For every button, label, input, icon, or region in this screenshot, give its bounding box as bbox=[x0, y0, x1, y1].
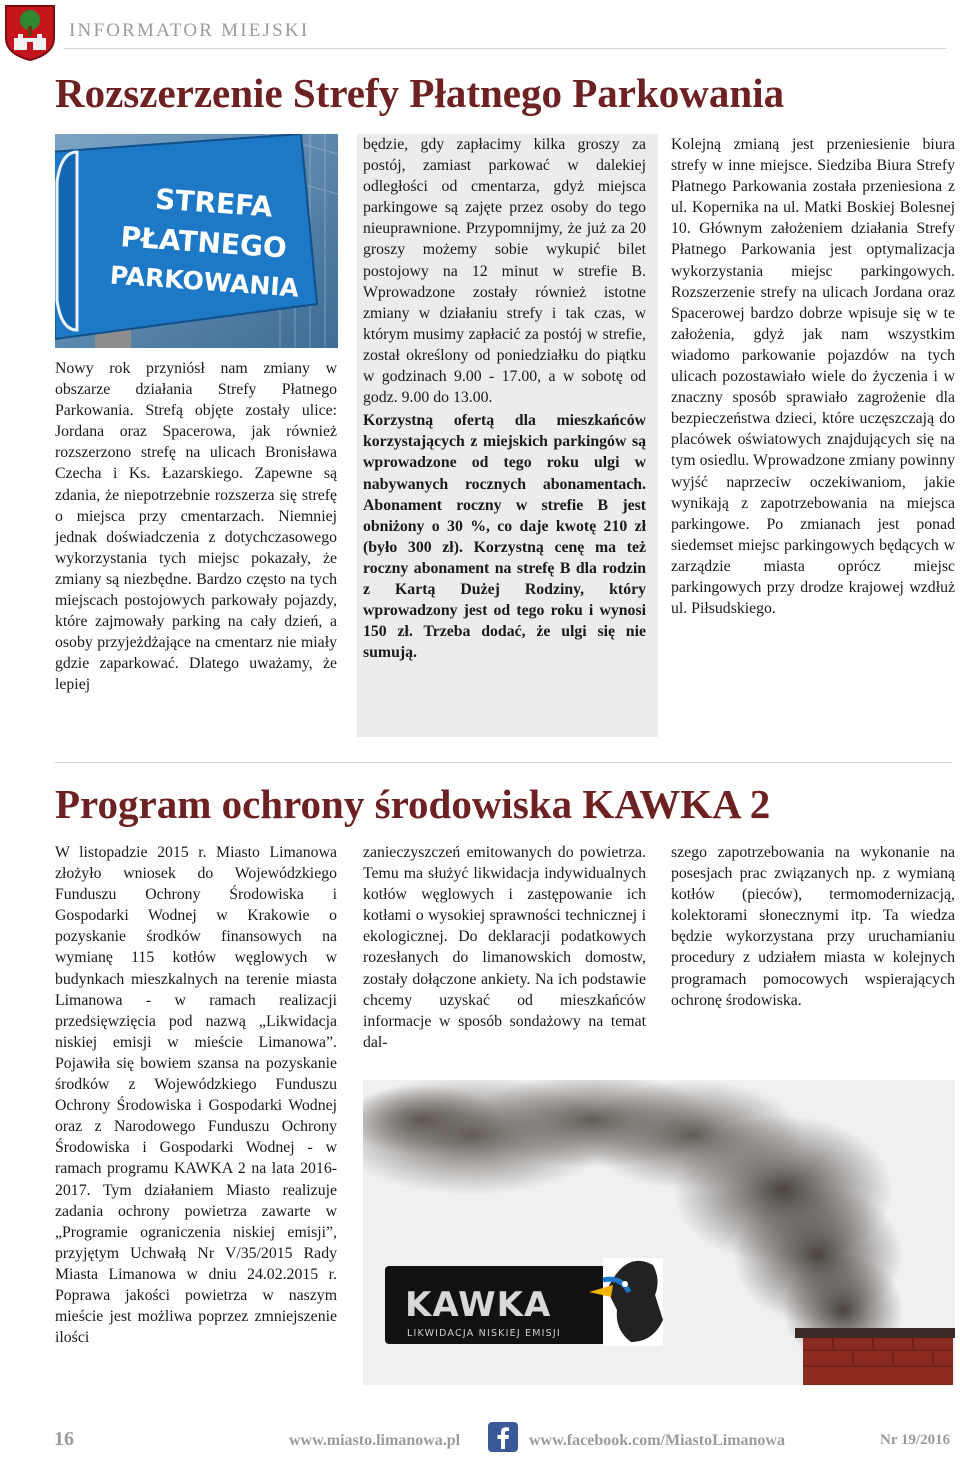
smoke-image bbox=[363, 1080, 955, 1385]
article2-paragraph-2: zanieczyszczeń emitowanych do powietrza. Temu ma służyć likwidacja indywidualnych kotłów węglowych i zastępowanie ich kotłami o wysokiej sprawności technicznej i ekologicznej. Do deklaracji podatkowych rozesłanych do limanowskich domostw, zostały dołączone ankiety. Na ich podstawie chcemy uzyskać od mieszkańców informacje w sposób sondażowy na temat dal- bbox=[363, 844, 646, 1051]
article1-paragraph-3: Kolejną zmianą jest przeniesienie biura strefy w inne miejsce. Siedziba Biura Strefy Płatnego Parkowania została przeniesiona z ul. Kopernika na ul. Matki Boskiej Bolesnej 10. Głównym założeniem działania Strefy Płatnego Parkowania jest optymalizacja wykorzystania miejsc parkingowych. Rozszerzenie strefy na ulicach Jordana oraz Spacerowej bardzo dobrze wpisuje się w te założenia, gdyż jak nam wszystkim wiadomo parkowanie pojazdów na tych ulicach pozostawiało wiele do życzenia i w znaczny sposób sprawiało zagrożenie dla bezpieczeństwa dzieci, które uczęszczają do placówek oświatowych znajdujących się na tym osiedlu. Wprowadzone zmiany powinny wyjść naprzeciw oczekiwaniom, jakie wynikają z zapotrzebowania na miejsca parkingowe. Po zmianach jest ponad siedemset miejsc parkingowych będących w zarządzie miasta oprócz miejsc parkingowych przy drodze krajowej wzdłuż ul. Piłsudskiego. bbox=[671, 136, 955, 618]
parking-sign-photo bbox=[55, 134, 338, 348]
website-link[interactable]: www.miasto.limanowa.pl bbox=[289, 1432, 461, 1449]
facebook-link[interactable]: www.facebook.com/MiastoLimanowa bbox=[529, 1432, 785, 1449]
chimney-smoke-photo bbox=[363, 1080, 955, 1385]
sign-line-3: PARKOWANIA bbox=[108, 260, 300, 303]
kawka-logo-tagline: LIKWIDACJA NISKIEJ EMISJI bbox=[407, 1328, 561, 1339]
article2-paragraph-3: szego zapotrzebowania na wykonanie na posesjach prac związanych np. z wymianą kotłów (pieców), termomodernizacją, kolektorami słonecznymi itp. Ta wiedza będzie wykorzystana przy uruchamianiu procedury z udziałem miasta w kolejnych programach pomocowych wspierających ochronę środowiska. bbox=[671, 844, 955, 1009]
article-title-parking: Rozszerzenie Strefy Płatnego Parkowania bbox=[55, 70, 785, 116]
article1-highlight-text: Korzystną ofertą dla mieszkańców korzystających z miejskich parkingów są wprowadzone od tego roku ulgi w nabywanych rocznych abonamentach. Abonament roczny w strefie B jest obniżony o 30 %, co daje kwotę 210 zł (było 300 zł). Korzystną cenę ma też roczny abonament na strefę B dla rodzin z Kartą Dużej Rodziny, który wprowadzony jest od tego roku i wynosi 150 zł. Trzeba dodać, że ulgi się nie sumują. bbox=[363, 412, 646, 662]
sign-line-2: PŁATNEGO bbox=[119, 220, 288, 265]
issue-number: Nr 19/2016 bbox=[880, 1432, 951, 1448]
article1-column-3 bbox=[671, 134, 955, 619]
article-separator bbox=[55, 762, 952, 763]
article-title-kawka: Program ochrony środowiska KAWKA 2 bbox=[55, 781, 771, 827]
magazine-title: INFORMATOR MIEJSKI bbox=[69, 20, 310, 41]
article1-paragraph-2: będzie, gdy zapłacimy kilka groszy za postój, zamiast parkować w dalekiej odległości od cmentarza, gdyż miejsca parkingowe są zajęte przez osoby do tego nieuprawnione. Przypomnijmy, że już za 20 groszy możemy sobie wykupić bilet postojowy na 12 minut w strefie B. Wprowadzone zostały również istotne zmiany w działaniu strefy i tak czas, w którym musimy zapłacić za postój w strefie, został określony od poniedziałku do piątku w godzinach 9.00 - 17.00, a w sobotę od godz. 9.00 do 13.00. bbox=[363, 136, 646, 407]
facebook-icon[interactable] bbox=[488, 1422, 518, 1452]
parking-sign-image bbox=[55, 134, 338, 348]
sign-line-1: STREFA bbox=[154, 182, 274, 224]
page-footer bbox=[0, 1420, 960, 1460]
article2-column-3 bbox=[671, 842, 955, 1011]
article2-column-2 bbox=[363, 842, 646, 1053]
article1-column-2 bbox=[363, 134, 646, 663]
article2-column-1 bbox=[55, 842, 337, 1348]
header-rule bbox=[64, 48, 946, 49]
article1-paragraph-1: Nowy rok przyniósł nam zmiany w obszarze działania Strefy Płatnego Parkowania. Strefą objęte zostały ulice: Jordana oraz Spacerowa, jak również rozszerzono strefę na ulicach Bronisława Czecha i Ks. Łazarskiego. Zapewne są zdania, że niepotrzebnie rozszerza się strefę o miejsca przy cmentarzach. Niemniej jednak doświadczenia z dotychczasowego wykorzystania tych miejsc pokazały, że zmiany są niezbędne. Bardzo często na tych miejscach postojowych parkowały pojazdy, które zajmowały parking na cały dzień, a osoby przyjeżdżające na cmentarz nie miały gdzie zaparkować. Dlatego uważamy, że lepiej bbox=[55, 360, 337, 694]
page-number: 16 bbox=[54, 1428, 74, 1450]
article2-paragraph-1: W listopadzie 2015 r. Miasto Limanowa złożyło wniosek do Wojewódzkiego Funduszu Ochrony Środowiska i Gospodarki Wodnej w Krakowie o pozyskanie środków finansowych na wymianę 115 kotłów węglowych w budynkach mieszkalnych na terenie miasta Limanowa - w ramach realizacji przedsięwzięcia pod nazwą „Likwidacja niskiej emisji w mieście Limanowa”. Pojawiła się bowiem szansa na pozyskanie środków z Wojewódzkiego Funduszu Ochrony Środowiska i Gospodarki Wodnej oraz z Narodowego Funduszu Ochrony Środowiska i Gospodarki Wodnej - w ramach programu KAWKA 2 na lata 2016-2017. Tym działaniem Miasto realizuje zadania ochrony powietrza zawarte w „Programie ograniczenia niskiej emisji”, przyjętym Uchwałą Nr V/35/2015 Rady Miasta Limanowa w dniu 24.02.2015 r. Poprawa jakości powietrza w naszym mieście jest możliwa poprzez zmniejszenie ilości bbox=[55, 844, 337, 1347]
kawka-logo-name: KAWKA bbox=[405, 1285, 552, 1325]
article1-column-1 bbox=[55, 358, 337, 696]
page-header bbox=[0, 0, 960, 64]
city-crest-icon bbox=[4, 4, 56, 62]
